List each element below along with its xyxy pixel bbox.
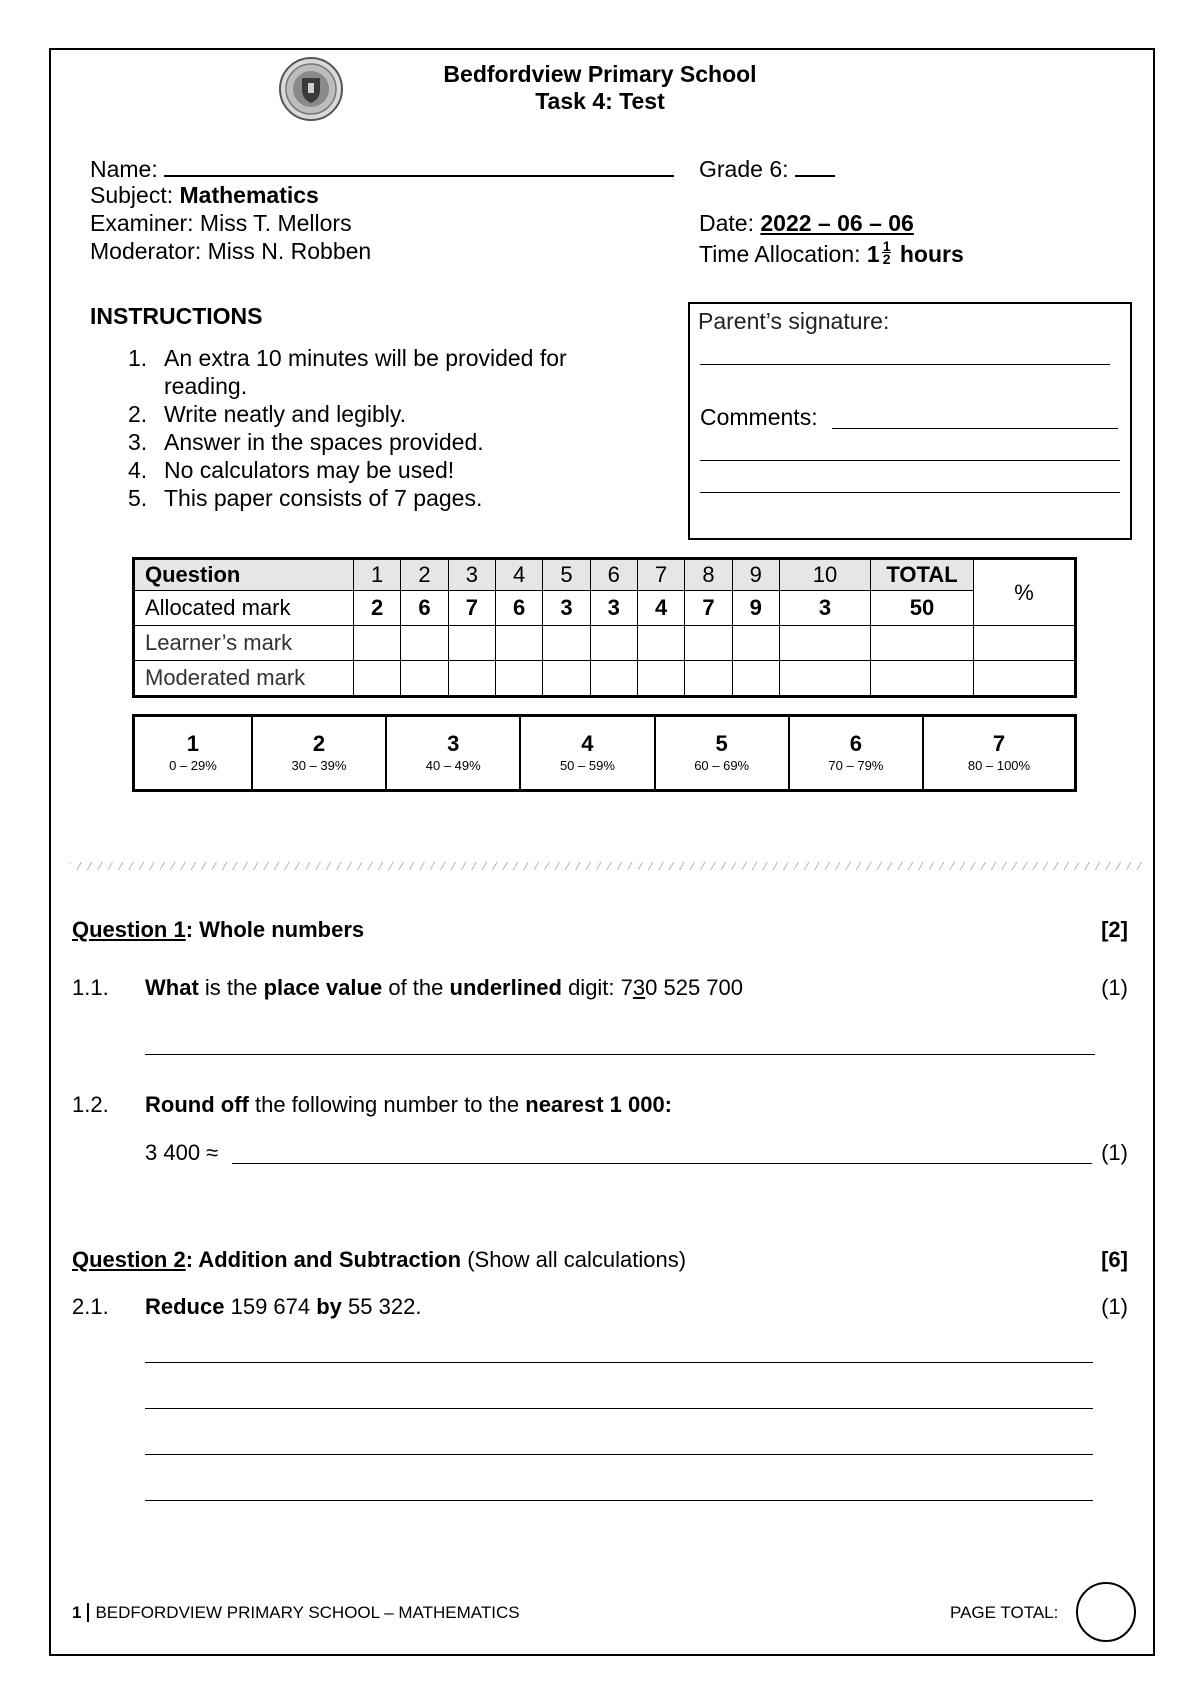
time-label: Time Allocation:	[699, 241, 861, 267]
level-number: 5	[715, 731, 728, 756]
signature-box	[688, 302, 1132, 540]
q-text-part: of the	[382, 975, 450, 1000]
allocated-mark-cell: 4	[637, 591, 684, 626]
moderated-mark-cell[interactable]	[401, 661, 448, 697]
task-title: Task 4: Test	[535, 88, 665, 114]
level-cell	[520, 716, 654, 791]
level-cell	[386, 716, 520, 791]
level-number: 7	[992, 731, 1006, 756]
answer-line[interactable]	[145, 1054, 1095, 1055]
moderated-percent-cell[interactable]	[974, 661, 1076, 697]
answer-line[interactable]	[145, 1408, 1093, 1409]
instruction-text: No calculators may be used!	[164, 457, 455, 483]
question-2-1-marks: (1)	[1101, 1294, 1128, 1319]
time-fraction	[882, 238, 892, 268]
date-label: Date:	[699, 210, 754, 236]
instructions-title: INSTRUCTIONS	[90, 303, 263, 329]
examiner: Examiner: Miss T. Mellors	[90, 210, 352, 236]
instruction-item	[122, 484, 642, 512]
question-number: 9	[732, 559, 779, 591]
instruction-item	[122, 400, 642, 428]
level-range: 80 – 100%	[967, 758, 1031, 773]
learner-mark-cell[interactable]	[401, 626, 448, 661]
level-range: 30 – 39%	[291, 758, 347, 773]
question-2-1-number: 2.1.	[72, 1294, 109, 1319]
answer-line[interactable]	[145, 1454, 1093, 1455]
question-number: 2	[401, 559, 448, 591]
moderated-mark-cell[interactable]	[354, 661, 401, 697]
question-1-label: Question 1	[72, 917, 186, 942]
comments-line[interactable]	[832, 428, 1118, 429]
instruction-number: 5.	[128, 485, 148, 511]
section-divider	[70, 862, 1142, 870]
instructions-list	[122, 344, 642, 512]
question-2-heading	[72, 1246, 686, 1274]
q-text-part: 159 674	[224, 1294, 317, 1319]
question-number: 1	[354, 559, 401, 591]
learner-mark-cell[interactable]	[354, 626, 401, 661]
page-border	[49, 48, 1155, 1656]
footer-left	[72, 1603, 520, 1623]
percent-header: %	[974, 559, 1076, 626]
question-1-2-expression: 3 400 ≈	[145, 1140, 219, 1165]
name-label: Name:	[90, 156, 158, 182]
school-name: Bedfordview Primary School	[443, 61, 757, 87]
moderated-mark-cell[interactable]	[732, 661, 779, 697]
time-numerator: 1	[882, 238, 891, 255]
q-text-part: digit: 7	[561, 975, 633, 1000]
subject-value: Mathematics	[179, 182, 319, 208]
answer-line[interactable]	[232, 1163, 1092, 1164]
learner-mark-label: Learner’s mark	[134, 626, 354, 661]
instruction-number: 1.	[128, 345, 148, 371]
allocated-mark-label: Allocated mark	[134, 591, 354, 626]
allocated-mark-cell: 3	[543, 591, 590, 626]
q-text-part: the following number to the	[248, 1092, 526, 1117]
moderated-mark-cell[interactable]	[685, 661, 732, 697]
footer-text: BEDFORDVIEW PRIMARY SCHOOL – MATHEMATICS	[95, 1603, 520, 1622]
moderated-mark-cell[interactable]	[590, 661, 637, 697]
grade-field[interactable]	[699, 155, 835, 183]
learner-mark-cell[interactable]	[685, 626, 732, 661]
question-number: 8	[685, 559, 732, 591]
level-number: 4	[581, 731, 594, 756]
moderated-mark-label: Moderated mark	[134, 661, 354, 697]
level-number: 3	[447, 731, 460, 756]
name-blank[interactable]	[164, 175, 674, 177]
time-allocation	[699, 240, 964, 268]
instruction-item	[122, 344, 642, 400]
learner-mark-cell[interactable]	[543, 626, 590, 661]
instruction-item	[122, 428, 642, 456]
q-bold-word: Round off	[145, 1092, 249, 1117]
subject-field	[90, 181, 319, 209]
parent-signature-line[interactable]	[700, 364, 1110, 365]
allocated-mark-cell: 9	[732, 591, 779, 626]
page-total-circle[interactable]	[1076, 1582, 1136, 1642]
answer-line[interactable]	[145, 1362, 1093, 1363]
instruction-text: Write neatly and legibly.	[164, 401, 407, 427]
time-denominator: 2	[882, 251, 891, 268]
q-text-part: is the	[198, 975, 264, 1000]
allocated-mark-cell: 3	[590, 591, 637, 626]
learner-total-cell[interactable]	[871, 626, 974, 661]
question-2-note: (Show all calculations)	[461, 1247, 687, 1272]
q-bold-word: underlined	[449, 975, 562, 1000]
question-1-title: : Whole numbers	[185, 917, 365, 942]
learner-mark-row	[134, 626, 1076, 661]
page-number: 1	[72, 1603, 89, 1622]
question-1-marks: [2]	[1101, 917, 1128, 942]
levels-row	[134, 716, 1076, 791]
learner-mark-cell[interactable]	[732, 626, 779, 661]
q-bold-word: by	[316, 1294, 342, 1319]
moderated-mark-cell[interactable]	[495, 661, 542, 697]
question-1-heading	[72, 916, 364, 944]
level-cell	[789, 716, 923, 791]
learner-mark-cell[interactable]	[495, 626, 542, 661]
q-text-part: 55 322.	[341, 1294, 422, 1319]
question-2-title: : Addition and Subtraction	[185, 1247, 462, 1272]
question-number: 7	[637, 559, 684, 591]
parent-signature-label: Parent’s signature:	[698, 308, 890, 334]
allocated-mark-cell: 7	[448, 591, 495, 626]
instruction-text: An extra 10 minutes will be provided for reading.	[164, 345, 567, 399]
level-cell	[252, 716, 386, 791]
allocated-mark-cell: 6	[401, 591, 448, 626]
level-number: 1	[186, 731, 200, 756]
underlined-digit: 3	[632, 975, 646, 1000]
moderated-mark-cell[interactable]	[543, 661, 590, 697]
question-number: 10	[779, 559, 870, 591]
question-1-1-text	[145, 974, 743, 1002]
marks-header-row	[134, 559, 1076, 591]
allocated-mark-cell: 7	[685, 591, 732, 626]
date-field	[699, 209, 914, 237]
instruction-number: 3.	[128, 429, 148, 455]
answer-line[interactable]	[145, 1500, 1093, 1501]
level-range: 70 – 79%	[828, 758, 884, 773]
level-range: 60 – 69%	[694, 758, 750, 773]
level-number: 2	[312, 731, 326, 756]
moderator: Moderator: Miss N. Robben	[90, 238, 372, 264]
moderated-mark-row	[134, 661, 1076, 697]
learner-mark-cell[interactable]	[448, 626, 495, 661]
question-number: 3	[448, 559, 495, 591]
level-range: 0 – 29%	[169, 758, 217, 773]
learner-percent-cell[interactable]	[974, 626, 1076, 661]
page-total-label: PAGE TOTAL:	[950, 1603, 1059, 1622]
moderated-mark-cell[interactable]	[448, 661, 495, 697]
question-1-2-marks: (1)	[1101, 1140, 1128, 1165]
question-number: 5	[543, 559, 590, 591]
instruction-number: 2.	[128, 401, 148, 427]
date-value: 2022 – 06 – 06	[760, 210, 914, 236]
question-1-2-number: 1.2.	[72, 1092, 109, 1117]
moderated-total-cell[interactable]	[871, 661, 974, 697]
instruction-number: 4.	[128, 457, 148, 483]
question-1-2-text	[145, 1091, 672, 1119]
allocated-mark-cell: 3	[779, 591, 870, 626]
level-range: 40 – 49%	[425, 758, 481, 773]
question-2-label: Question 2	[72, 1247, 186, 1272]
allocated-mark-row	[134, 591, 1076, 626]
level-cell	[923, 716, 1075, 791]
question-2-marks: [6]	[1101, 1247, 1128, 1272]
allocated-total: 50	[871, 591, 974, 626]
allocated-mark-cell: 6	[495, 591, 542, 626]
comments-line[interactable]	[700, 492, 1120, 493]
learner-mark-cell[interactable]	[637, 626, 684, 661]
question-number: 6	[590, 559, 637, 591]
level-cell	[134, 716, 252, 791]
question-2-1-text	[145, 1293, 421, 1321]
moderated-mark-cell[interactable]	[779, 661, 870, 697]
q-bold-word: nearest 1 000:	[525, 1092, 673, 1117]
comments-label: Comments:	[700, 404, 818, 430]
learner-mark-cell[interactable]	[779, 626, 870, 661]
instruction-text: This paper consists of 7 pages.	[164, 485, 483, 511]
time-unit: hours	[899, 241, 964, 267]
question-number: 4	[495, 559, 542, 591]
level-range: 50 – 59%	[559, 758, 615, 773]
question-1-1-number: 1.1.	[72, 975, 109, 1000]
grade-blank[interactable]	[795, 175, 835, 177]
q-text-part: 0 525 700	[645, 975, 744, 1000]
question-1-1-marks: (1)	[1101, 975, 1128, 1000]
comments-line[interactable]	[700, 460, 1120, 461]
subject-label: Subject:	[90, 182, 174, 208]
level-number: 6	[849, 731, 863, 756]
total-header: TOTAL	[871, 559, 974, 591]
learner-mark-cell[interactable]	[590, 626, 637, 661]
name-field[interactable]	[90, 155, 674, 183]
marks-table	[132, 557, 1077, 698]
moderated-mark-cell[interactable]	[637, 661, 684, 697]
q-bold-word: Reduce	[145, 1294, 225, 1319]
instruction-item	[122, 456, 642, 484]
allocated-mark-cell: 2	[354, 591, 401, 626]
q-bold-word: What	[145, 975, 199, 1000]
q-bold-word: place value	[263, 975, 383, 1000]
question-header: Question	[134, 559, 354, 591]
time-whole: 1	[866, 241, 880, 267]
level-cell	[655, 716, 789, 791]
grade-label: Grade 6:	[699, 156, 789, 182]
instruction-text: Answer in the spaces provided.	[164, 429, 484, 455]
levels-table	[132, 714, 1077, 792]
